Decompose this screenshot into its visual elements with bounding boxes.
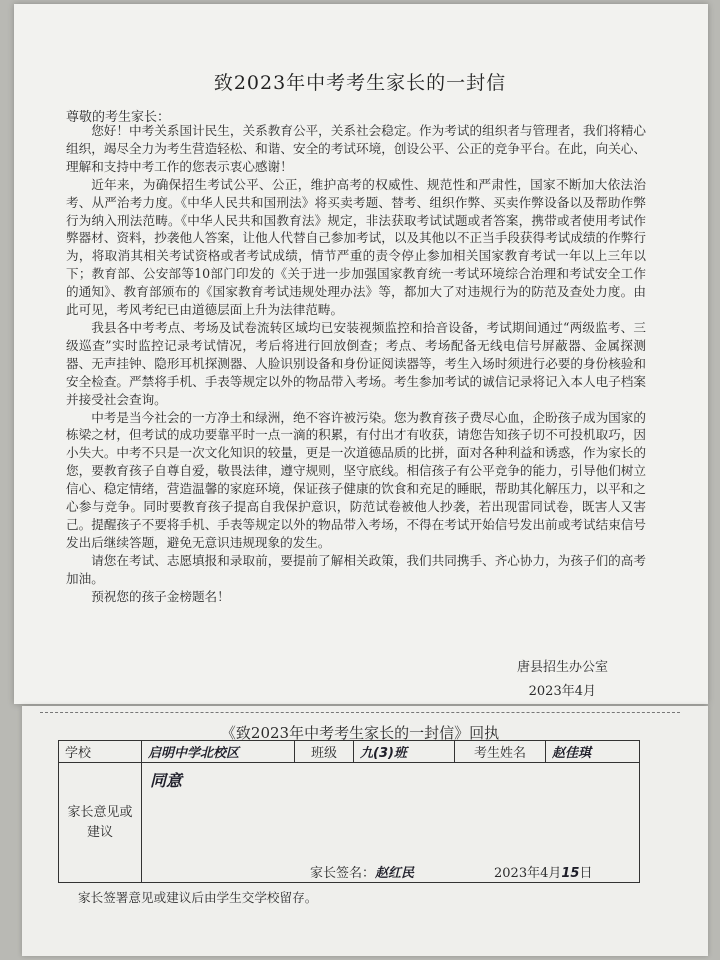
school-value[interactable]: 启明中学北校区 (142, 741, 295, 763)
class-value[interactable]: 九(3)班 (354, 741, 455, 763)
opinion-label: 家长意见或建议 (59, 763, 142, 883)
paragraph-4: 中考是当今社会的一方净土和绿洲，绝不容许被污染。您为教育孩子费尽心血，企盼孩子成为国家的栋梁之材，但考试的成功要靠平时一点一滴的积累，有付出才有收获，请您告知孩子切不可投机取巧，因小失大。中考不只是一次文化知识的较量，更是一次道德品质的比拼，面对各种利益和诱惑，作为家长的您，要教育孩子自尊自爱，敬畏法律，遵守规则，坚守底线。相信孩子有公平竞争的能力，引导他们树立信心、稳定情绪，营造温馨的家庭环境，保证孩子健康的饮食和充足的睡眠，帮助其化解压力，以平和之心参与竞争。同时要教育孩子提高自我保护意识，防范试卷被他人抄袭，若出现雷同试卷，既害人又害己。提醒孩子不要将手机、手表等规定以外的物品带入考场，不得在考试开始信号发出前或考试结束信号发出后继续答题，避免无意识违规现象的发生。 (66, 409, 646, 550)
receipt-footer: 家长签署意见或建议后由学生交学校留存。 (78, 890, 318, 905)
letter-title: 致2023年中考考生家长的一封信 (213, 72, 507, 94)
cut-line (40, 712, 680, 713)
paragraph-3: 我县各中考考点、考场及试卷流转区域均已安装视频监控和拾音设备，考试期间通过“两级监考、三级巡查”实时监控记录考试情况，考后将进行回放倒查；考点、考场配备无线电信号屏蔽器、金属探测器、无声挂钟、隐形耳机探测器、人脸识别设备和身份证阅读器等，考生入场时须进行必要的身份核验和安全检查。严禁将手机、手表等规定以外的物品带入考场。考生参加考试的诚信记录将记入本人电子档案并接受社会查询。 (66, 319, 646, 407)
letter-body (66, 122, 646, 605)
student-label: 考生姓名 (455, 741, 546, 763)
parent-sign-date (494, 862, 592, 881)
letter-greeting: 尊敬的考生家长： (66, 110, 171, 125)
sign-date-prefix: 2023年4月 (494, 866, 562, 881)
student-value[interactable]: 赵佳琪 (546, 741, 640, 763)
paragraph-5: 请您在考试、志愿填报和录取前，要提前了解相关政策，我们共同携手、齐心协力，为孩子们的高考加油。 (66, 552, 646, 586)
paragraph-2: 近年来，为确保招生考试公平、公正，维护高考的权威性、规范性和严肃性，国家不断加大依法治考、从严治考力度。《中华人民共和国刑法》将买卖考题、替考、组织作弊、买卖作弊设备以及帮助作弊行为纳入刑法范畴。《中华人民共和国教育法》规定，非法获取考试试题或者答案，携带或者使用考试作弊器材、资料，抄袭他人答案，让他人代替自己参加考试，以及其他以不正当手段获得考试成绩的作弊行为，将取消其相关考试资格或者考试成绩，情节严重的责令停止参加相关国家教育考试一年以上三年以下；教育部、公安部等10部门印发的《关于进一步加强国家教育统一考试环境综合治理和考试安全工作的通知》、教育部颁布的《国家教育考试违规处理办法》等，都加大了对违规行为的防范及查处力度。由此可见，考风考纪已由道德层面上升为法律范畴。 (66, 176, 646, 318)
receipt-title: 《致2023年中考考生家长的一封信》回执 (220, 724, 500, 742)
parent-sign-value[interactable]: 赵红民 (375, 866, 415, 881)
sign-date-day[interactable]: 15 (561, 866, 580, 881)
school-label: 学校 (59, 741, 142, 763)
class-label: 班级 (295, 741, 354, 763)
letter-signature: 唐县招生办公室 (516, 660, 608, 675)
sign-date-suffix: 日 (579, 866, 593, 881)
parent-signature (310, 862, 414, 881)
paragraph-1: 您好！中考关系国计民生，关系教育公平，关系社会稳定。作为考试的组织者与管理者，我们将精心组织，竭尽全力为考生营造轻松、和谐、安全的考试环境，创设公平、公正的竞争平台。在此，向关心、理解和支持中考工作的您表示衷心感谢！ (66, 123, 646, 174)
letter-date: 2023年4月 (528, 684, 596, 699)
parent-sign-label: 家长签名： (310, 866, 376, 881)
opinion-value[interactable]: 同意 (150, 771, 183, 790)
paragraph-6: 预祝您的孩子金榜题名！ (91, 588, 230, 604)
